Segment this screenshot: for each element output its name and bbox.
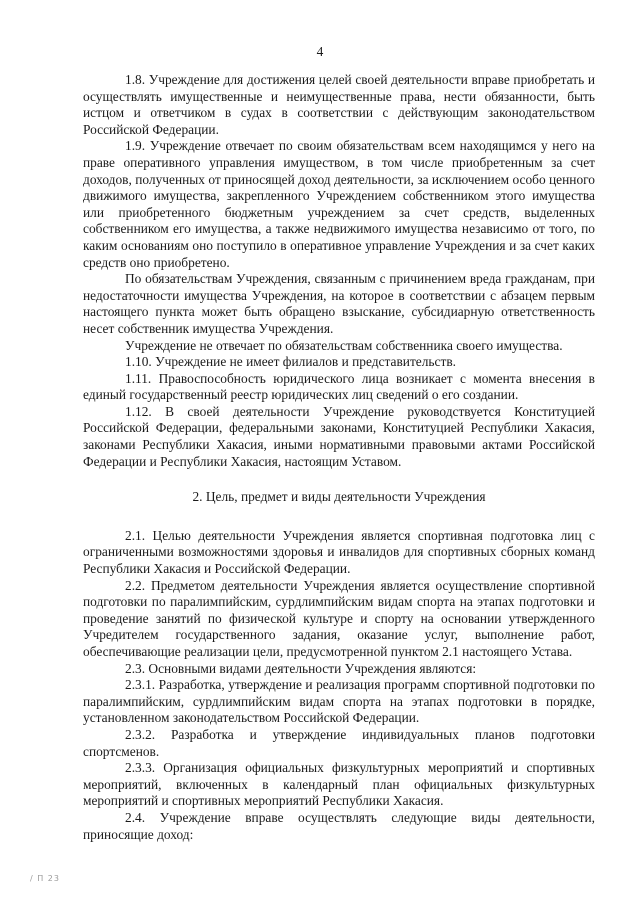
paragraph-1-10: 1.10. Учреждение не имеет филиалов и представительств. — [125, 354, 456, 370]
footer-mark: / П 23 — [30, 874, 60, 883]
paragraph-2-3-3: 2.3.3. Организация официальных физкультурных мероприятий и спортивных мероприятий, включенных в календарный план официальных физкультурных мероприятий и спортивных мероприятий Республики Хакасия. — [83, 760, 595, 809]
page-number: 4 — [316, 44, 324, 59]
document-body — [83, 72, 595, 843]
paragraph-1-9-liability: По обязательствам Учреждения, связанным с причинением вреда гражданам, при недостаточности имущества Учреждения, на которое в соответствии с абзацем первым настоящего пункта может быть обращено взыскание, субсидиарную ответственность несет собственник имущества Учреждения. — [83, 271, 595, 336]
paragraph-2-1: 2.1. Целью деятельности Учреждения является спортивная подготовка лиц с ограниченными возможностями здоровья и инвалидов для спортивных сборных команд Республики Хакасия и Российской Федерации. — [83, 527, 595, 577]
paragraph-1-8: 1.8. Учреждение для достижения целей своей деятельности вправе приобретать и осуществлять имущественные и неимущественные права, нести обязанности, быть истцом и ответчиком в судах в соответствии с действующим законодательством Российской Федерации. — [83, 72, 595, 137]
paragraph-2-3: 2.3. Основными видами деятельности Учреждения являются: — [125, 660, 477, 676]
paragraph-1-9: 1.9. Учреждение отвечает по своим обязательствам всем находящимся у него на праве оперативного управления имуществом, в том числе приобретенным за счет доходов, полученных от приносящей доход деятельности, за исключением особо ценного движимого имущества, закрепленного Учреждением собственником этого имущества или приобретенного бюджетным учреждением за счет средств, выделенных собственником его имущества, а также недвижимого имущества независимо от того, по каким основаниям оно поступило в оперативное управление Учреждения и за счет каких средств оно приобретено. — [83, 138, 595, 270]
section-heading: 2. Цель, предмет и виды деятельности Учреждения — [192, 489, 486, 505]
paragraph-2-3-2: 2.3.2. Разработка и утверждение индивидуальных планов подготовки спортсменов. — [83, 726, 595, 759]
paragraph-1-12: 1.12. В своей деятельности Учреждение руководствуется Конституцией Российской Федерации, федеральными законами, Конституцией Республики Хакасия, законами Республики Хакасия, иными нормативными правовыми актами Российской Федерации и Республики Хакасия, настоящим Уставом. — [83, 403, 595, 469]
paragraph-2-2: 2.2. Предметом деятельности Учреждения является осуществление спортивной подготовки по паралимпийским, сурдлимпийским видам спорта на этапах подготовки и проведение занятий по физической культуре и спорту на основании утвержденного Учредителем государственного задания, оказание услуг, выполнение работ, обеспечивающие реализации цели, предусмотренной пунктом 2.1 настоящего Устава. — [83, 577, 595, 659]
paragraph-2-4: 2.4. Учреждение вправе осуществлять следующие виды деятельности, приносящие доход: — [83, 809, 595, 842]
paragraph-1-11: 1.11. Правоспособность юридического лица возникает с момента внесения в единый государственный реестр юридических лиц сведений о его создании. — [83, 370, 595, 403]
paragraph-2-3-1: 2.3.1. Разработка, утверждение и реализация программ спортивной подготовки по паралимпийским, сурдлимпийским видам спорта на этапах подготовки в порядке, установленном законодательством Российской Федерации. — [83, 677, 595, 726]
paragraph-1-9-owner: Учреждение не отвечает по обязательствам собственника своего имущества. — [125, 337, 563, 353]
